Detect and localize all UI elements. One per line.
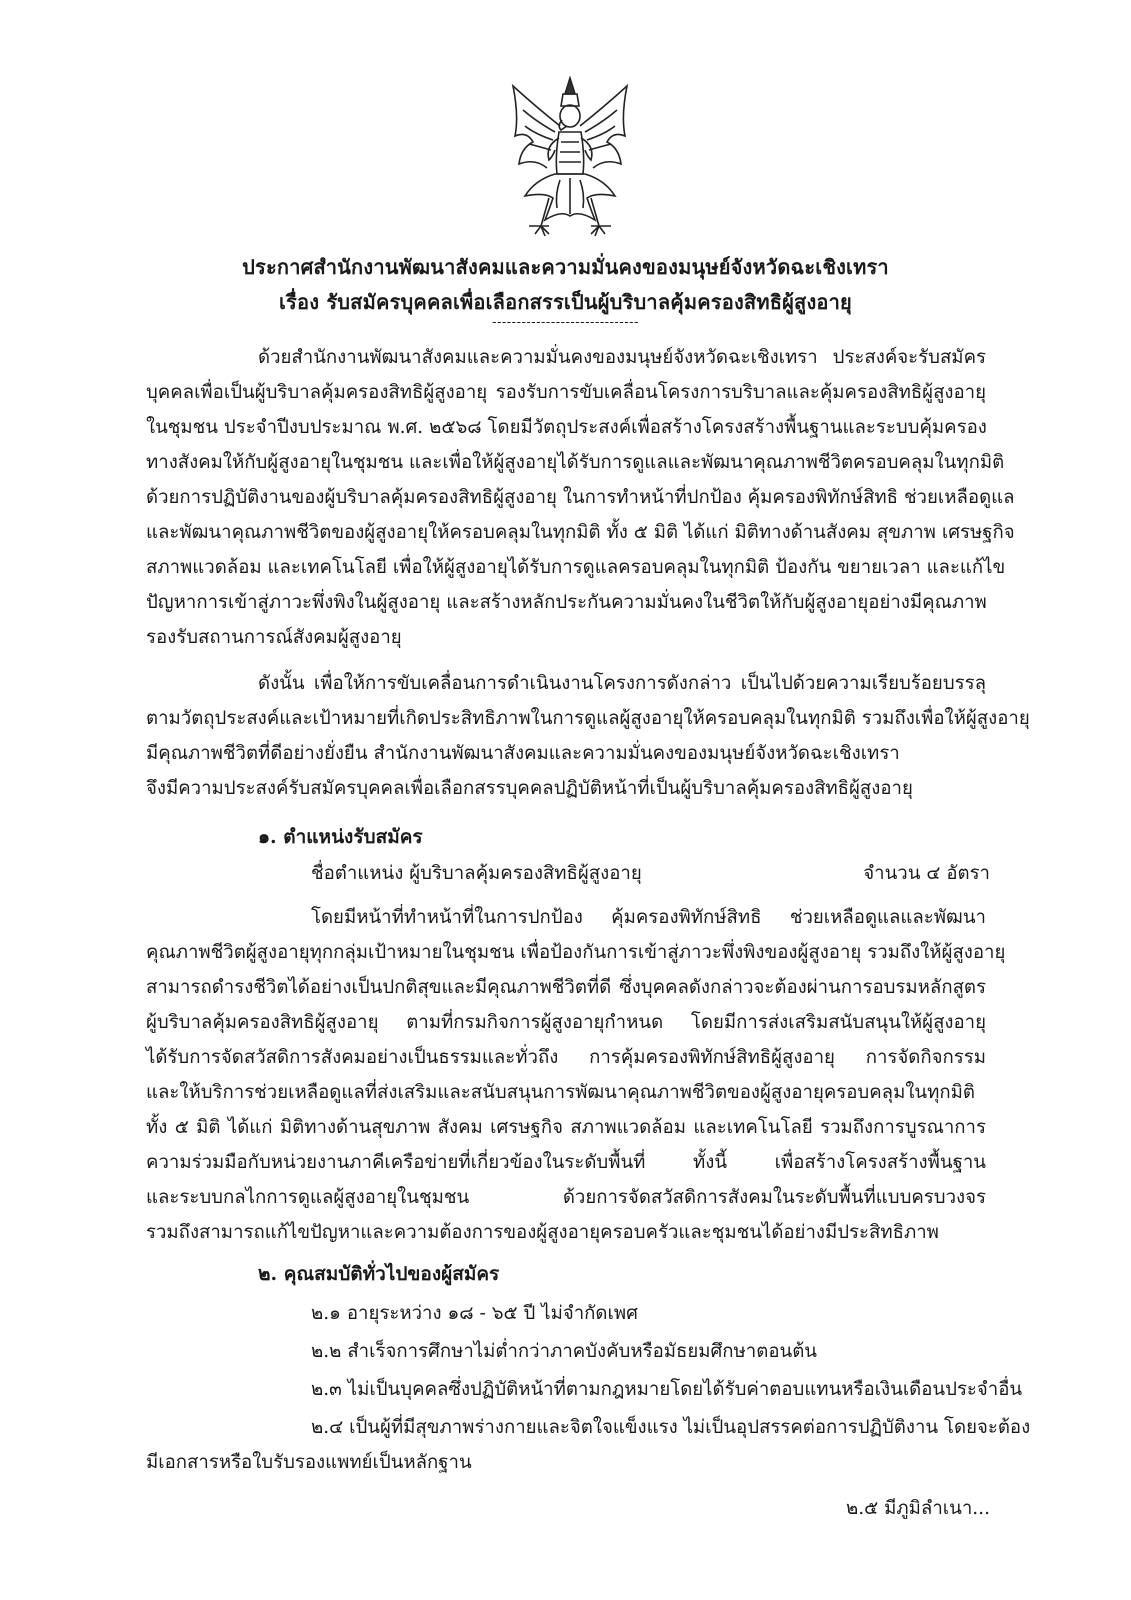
- garuda-emblem-icon: [505, 76, 635, 238]
- paragraph-line: ทั้ง ๕ มิติ ได้แก่ มิติทางด้านสุขภาพ สังคม เศรษฐกิจ สภาพแวดล้อม และเทคโนโลยี รวมถึงการบูรณาการ: [146, 1117, 986, 1138]
- position-name: ชื่อตำแหน่ง ผู้บริบาลคุ้มครองสิทธิผู้สูงอายุ: [311, 863, 642, 884]
- paragraph-line: ตามวัตถุประสงค์และเป้าหมายที่เกิดประสิทธิภาพในการดูแลผู้สูงอายุให้ครอบคลุมในทุกมิติ รวมถึงเพื่อให้ผู้สูงอายุ: [146, 708, 1030, 729]
- section-heading-qualifications: ๒. คุณสมบัติทั่วไปของผู้สมัคร: [258, 1263, 500, 1285]
- position-count: จำนวน ๔ อัตรา: [863, 863, 990, 884]
- paragraph-line: ด้วยสำนักงานพัฒนาสังคมและความมั่นคงของมนุษย์จังหวัดฉะเชิงเทรา ประสงค์จะรับสมัคร: [258, 347, 986, 368]
- paragraph-line: ทางสังคมให้กับผู้สูงอายุในชุมชน และเพื่อให้ผู้สูงอายุได้รับการดูแลและพัฒนาคุณภาพชีวิตครอบคลุมในทุกมิติ: [146, 452, 1005, 473]
- paragraph-line: รองรับสถานการณ์สังคมผู้สูงอายุ: [146, 627, 402, 648]
- paragraph-line: โดยมีหน้าที่ทำหน้าที่ในการปกป้อง คุ้มครองพิทักษ์สิทธิ ช่วยเหลือดูแลและพัฒนา: [311, 907, 986, 928]
- paragraph-line: ดังนั้น เพื่อให้การขับเคลื่อนการดำเนินงานโครงการดังกล่าว เป็นไปด้วยความเรียบร้อยบรรลุ: [258, 673, 986, 694]
- paragraph-line: ความร่วมมือกับหน่วยงานภาคีเครือข่ายที่เกี่ยวข้องในระดับพื้นที่ ทั้งนี้ เพื่อสร้างโครงสร้างพื้นฐาน: [146, 1152, 986, 1173]
- qualification-item: ๒.๔ เป็นผู้ที่มีสุขภาพร่างกายและจิตใจแข็งแรง ไม่เป็นอุปสรรคต่อการปฏิบัติงาน โดยจะต้อง: [311, 1417, 1031, 1438]
- paragraph-line: สภาพแวดล้อม และเทคโนโลยี เพื่อให้ผู้สูงอายุได้รับการดูแลครอบคลุมในทุกมิติ ป้องกัน ขยายเวลา และแก้ไข: [146, 557, 1006, 578]
- paragraph-line: คุณภาพชีวิตผู้สูงอายุทุกกลุ่มเป้าหมายในชุมชน เพื่อป้องกันการเข้าสู่ภาวะพึ่งพิงของผู้สูงอายุ รวมถึงให้ผู้สูงอายุ: [146, 942, 1006, 963]
- paragraph-line: สามารถดำรงชีวิตได้อย่างเป็นปกติสุขและมีคุณภาพชีวิตที่ดี ซึ่งบุคคลดังกล่าวจะต้องผ่านการอบรมหลักสูตร: [146, 977, 986, 998]
- paragraph-line: บุคคลเพื่อเป็นผู้บริบาลคุ้มครองสิทธิผู้สูงอายุ รองรับการขับเคลื่อนโครงการบริบาลและคุ้มครองสิทธิผู้สูงอายุ: [146, 382, 986, 403]
- qualification-item: ๒.๑ อายุระหว่าง ๑๘ - ๖๕ ปี ไม่จำกัดเพศ: [311, 1303, 638, 1324]
- paragraph-line: จึงมีความประสงค์รับสมัครบุคคลเพื่อเลือกสรรบุคคลปฏิบัติหน้าที่เป็นผู้บริบาลคุ้มครองสิทธิผู้สูงอายุ: [146, 778, 913, 799]
- qualification-item: ๒.๒ สำเร็จการศึกษาไม่ต่ำกว่าภาคบังคับหรือมัธยมศึกษาตอนต้น: [311, 1341, 817, 1362]
- paragraph-line: ด้วยการปฏิบัติงานของผู้บริบาลคุ้มครองสิทธิผู้สูงอายุ ในการทำหน้าที่ปกป้อง คุ้มครองพิทักษ์สิทธิ ช่วยเหลือดูแล: [146, 487, 1015, 508]
- paragraph-line: และให้บริการช่วยเหลือดูแลที่ส่งเสริมและสนับสนุนการพัฒนาคุณภาพชีวิตของผู้สูงอายุครอบคลุมในทุกมิติ: [146, 1082, 975, 1103]
- announcement-subject: เรื่อง รับสมัครบุคคลเพื่อเลือกสรรเป็นผู้บริบาลคุ้มครองสิทธิผู้สูงอายุ: [279, 290, 852, 314]
- paragraph-line: ในชุมชน ประจำปีงบประมาณ พ.ศ. ๒๕๖๘ โดยมีวัตถุประสงค์เพื่อสร้างโครงสร้างพื้นฐานและระบบคุ้มครอง: [146, 417, 987, 438]
- paragraph-line: และระบบกลไกการดูแลผู้สูงอายุในชุมชน ด้วยการจัดสวัสดิการสังคมในระดับพื้นที่แบบครบวงจร: [146, 1187, 986, 1208]
- paragraph-line: มีคุณภาพชีวิตที่ดีอย่างยั่งยืน สำนักงานพัฒนาสังคมและความมั่นคงของมนุษย์จังหวัดฉะเชิงเทรา: [146, 743, 900, 764]
- paragraph-line: ปัญหาการเข้าสู่ภาวะพึ่งพิงในผู้สูงอายุ และสร้างหลักประกันความมั่นคงในชีวิตให้กับผู้สูงอายุอย่างมีคุณภาพ: [146, 592, 987, 613]
- page-continuation: ๒.๕ มีภูมิลำเนา...: [846, 1498, 990, 1519]
- paragraph-line: และพัฒนาคุณภาพชีวิตของผู้สูงอายุให้ครอบคลุมในทุกมิติ ทั้ง ๕ มิติ ได้แก่ มิติทางด้านสังคม สุขภาพ เศรษฐกิจ: [146, 522, 1015, 543]
- qualification-item-continued: มีเอกสารหรือใบรับรองแพทย์เป็นหลักฐาน: [146, 1452, 472, 1473]
- announcement-title: ประกาศสำนักงานพัฒนาสังคมและความมั่นคงของมนุษย์จังหวัดฉะเชิงเทรา: [242, 255, 889, 279]
- paragraph-line: ผู้บริบาลคุ้มครองสิทธิผู้สูงอายุ ตามที่กรมกิจการผู้สูงอายุกำหนด โดยมีการส่งเสริมสนับสนุนให้ผู้สูงอายุ: [146, 1012, 986, 1033]
- title-separator: ------------------------------: [492, 315, 639, 330]
- qualification-item: ๒.๓ ไม่เป็นบุคคลซึ่งปฏิบัติหน้าที่ตามกฎหมายโดยได้รับค่าตอบแทนหรือเงินเดือนประจำอื่น: [311, 1379, 1023, 1400]
- section-heading-positions: ๑. ตำแหน่งรับสมัคร: [258, 826, 423, 848]
- paragraph-line: รวมถึงสามารถแก้ไขปัญหาและความต้องการของผู้สูงอายุครอบครัวและชุมชนได้อย่างมีประสิทธิภาพ: [146, 1222, 939, 1243]
- paragraph-line: ได้รับการจัดสวัสดิการสังคมอย่างเป็นธรรมและทั่วถึง การคุ้มครองพิทักษ์สิทธิผู้สูงอายุ การจัดกิจกรรม: [146, 1047, 986, 1068]
